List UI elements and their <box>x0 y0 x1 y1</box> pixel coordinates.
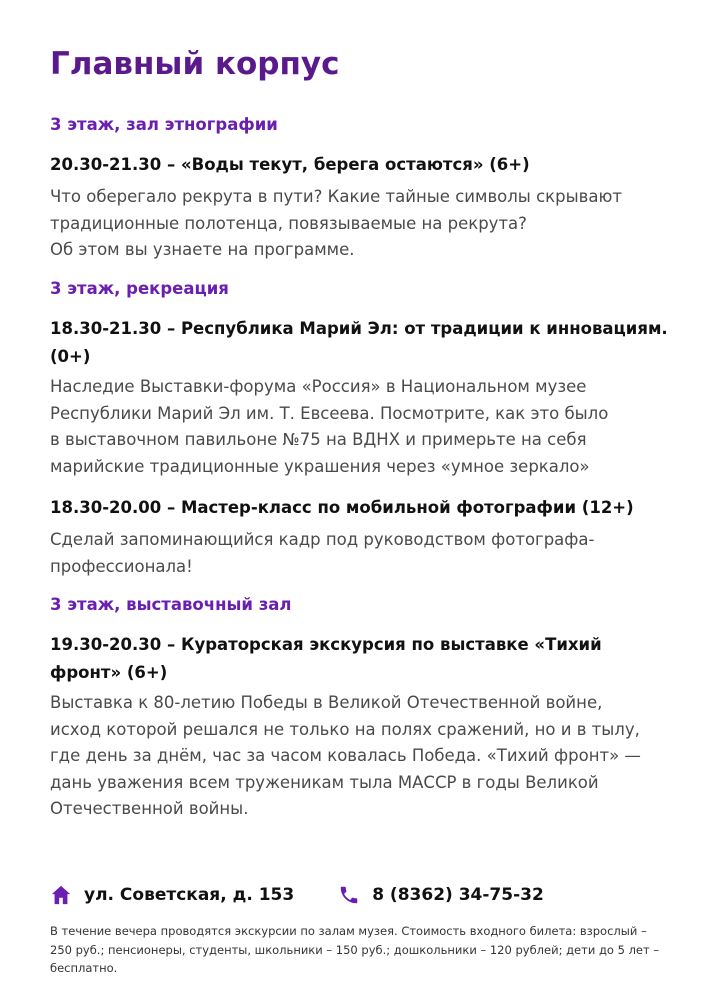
contacts-bar <box>50 884 588 906</box>
section-label-exhibition-hall: 3 этаж, выставочный зал <box>50 595 292 614</box>
event-description: Наследие Выставки-форума «Россия» в Национальном музее Республики Марий Эл им. Т. Евсеева. Посмотрите, как это было в выставочном павильоне №75 на ВДНХ и примерьте на себя марийские традиционные украшения через «умное зеркало» <box>50 377 609 476</box>
address-item <box>50 884 294 906</box>
page-title: Главный корпус <box>50 46 340 82</box>
event-title: 18.30-20.00 – Мастер-класс по мобильной фотографии (12+) <box>50 498 634 517</box>
phone-icon <box>338 884 360 906</box>
section-label-ethnography: 3 этаж, зал этнографии <box>50 115 278 134</box>
phone-text: 8 (8362) 34-75-32 <box>372 885 544 905</box>
event-description: Выставка к 80-летию Победы в Великой Отечественной войне, исход которой решался не только на полях сражений, но и в тылу, где день за днём, час за часом ковалась Победа. «Тихий фронт» — дань уважения всем труженикам тыла МАССР в годы Великой Отечественной войны. <box>50 693 641 818</box>
event-title: 20.30-21.30 – «Воды текут, берега остаются» (6+) <box>50 155 530 174</box>
phone-item[interactable] <box>338 884 544 906</box>
event-description: Сделай запоминающийся кадр под руководством фотографа- профессионала! <box>50 530 595 576</box>
section-label-recreation: 3 этаж, рекреация <box>50 279 229 298</box>
home-icon <box>50 884 72 906</box>
event-description: Что оберегало рекрута в пути? Какие тайные символы скрывают традиционные полотенца, повязываемые на рекрута? Об этом вы узнаете на программе. <box>50 187 622 259</box>
address-text: ул. Советская, д. 153 <box>84 885 295 905</box>
event-title: 19.30-20.30 – Кураторская экскурсия по выставке «Тихий фронт» (6+) <box>50 635 602 682</box>
footnote: В течение вечера проводятся экскурсии по залам музея. Стоимость входного билета: взрослый – 250 руб.; пенсионеры, студенты, школьники – 150 руб.; дошкольники – 120 рублей; дети до 5 лет – бесплатно. <box>50 924 660 975</box>
event-title: 18.30-21.30 – Республика Марий Эл: от традиции к инновациям. (0+) <box>50 319 668 366</box>
